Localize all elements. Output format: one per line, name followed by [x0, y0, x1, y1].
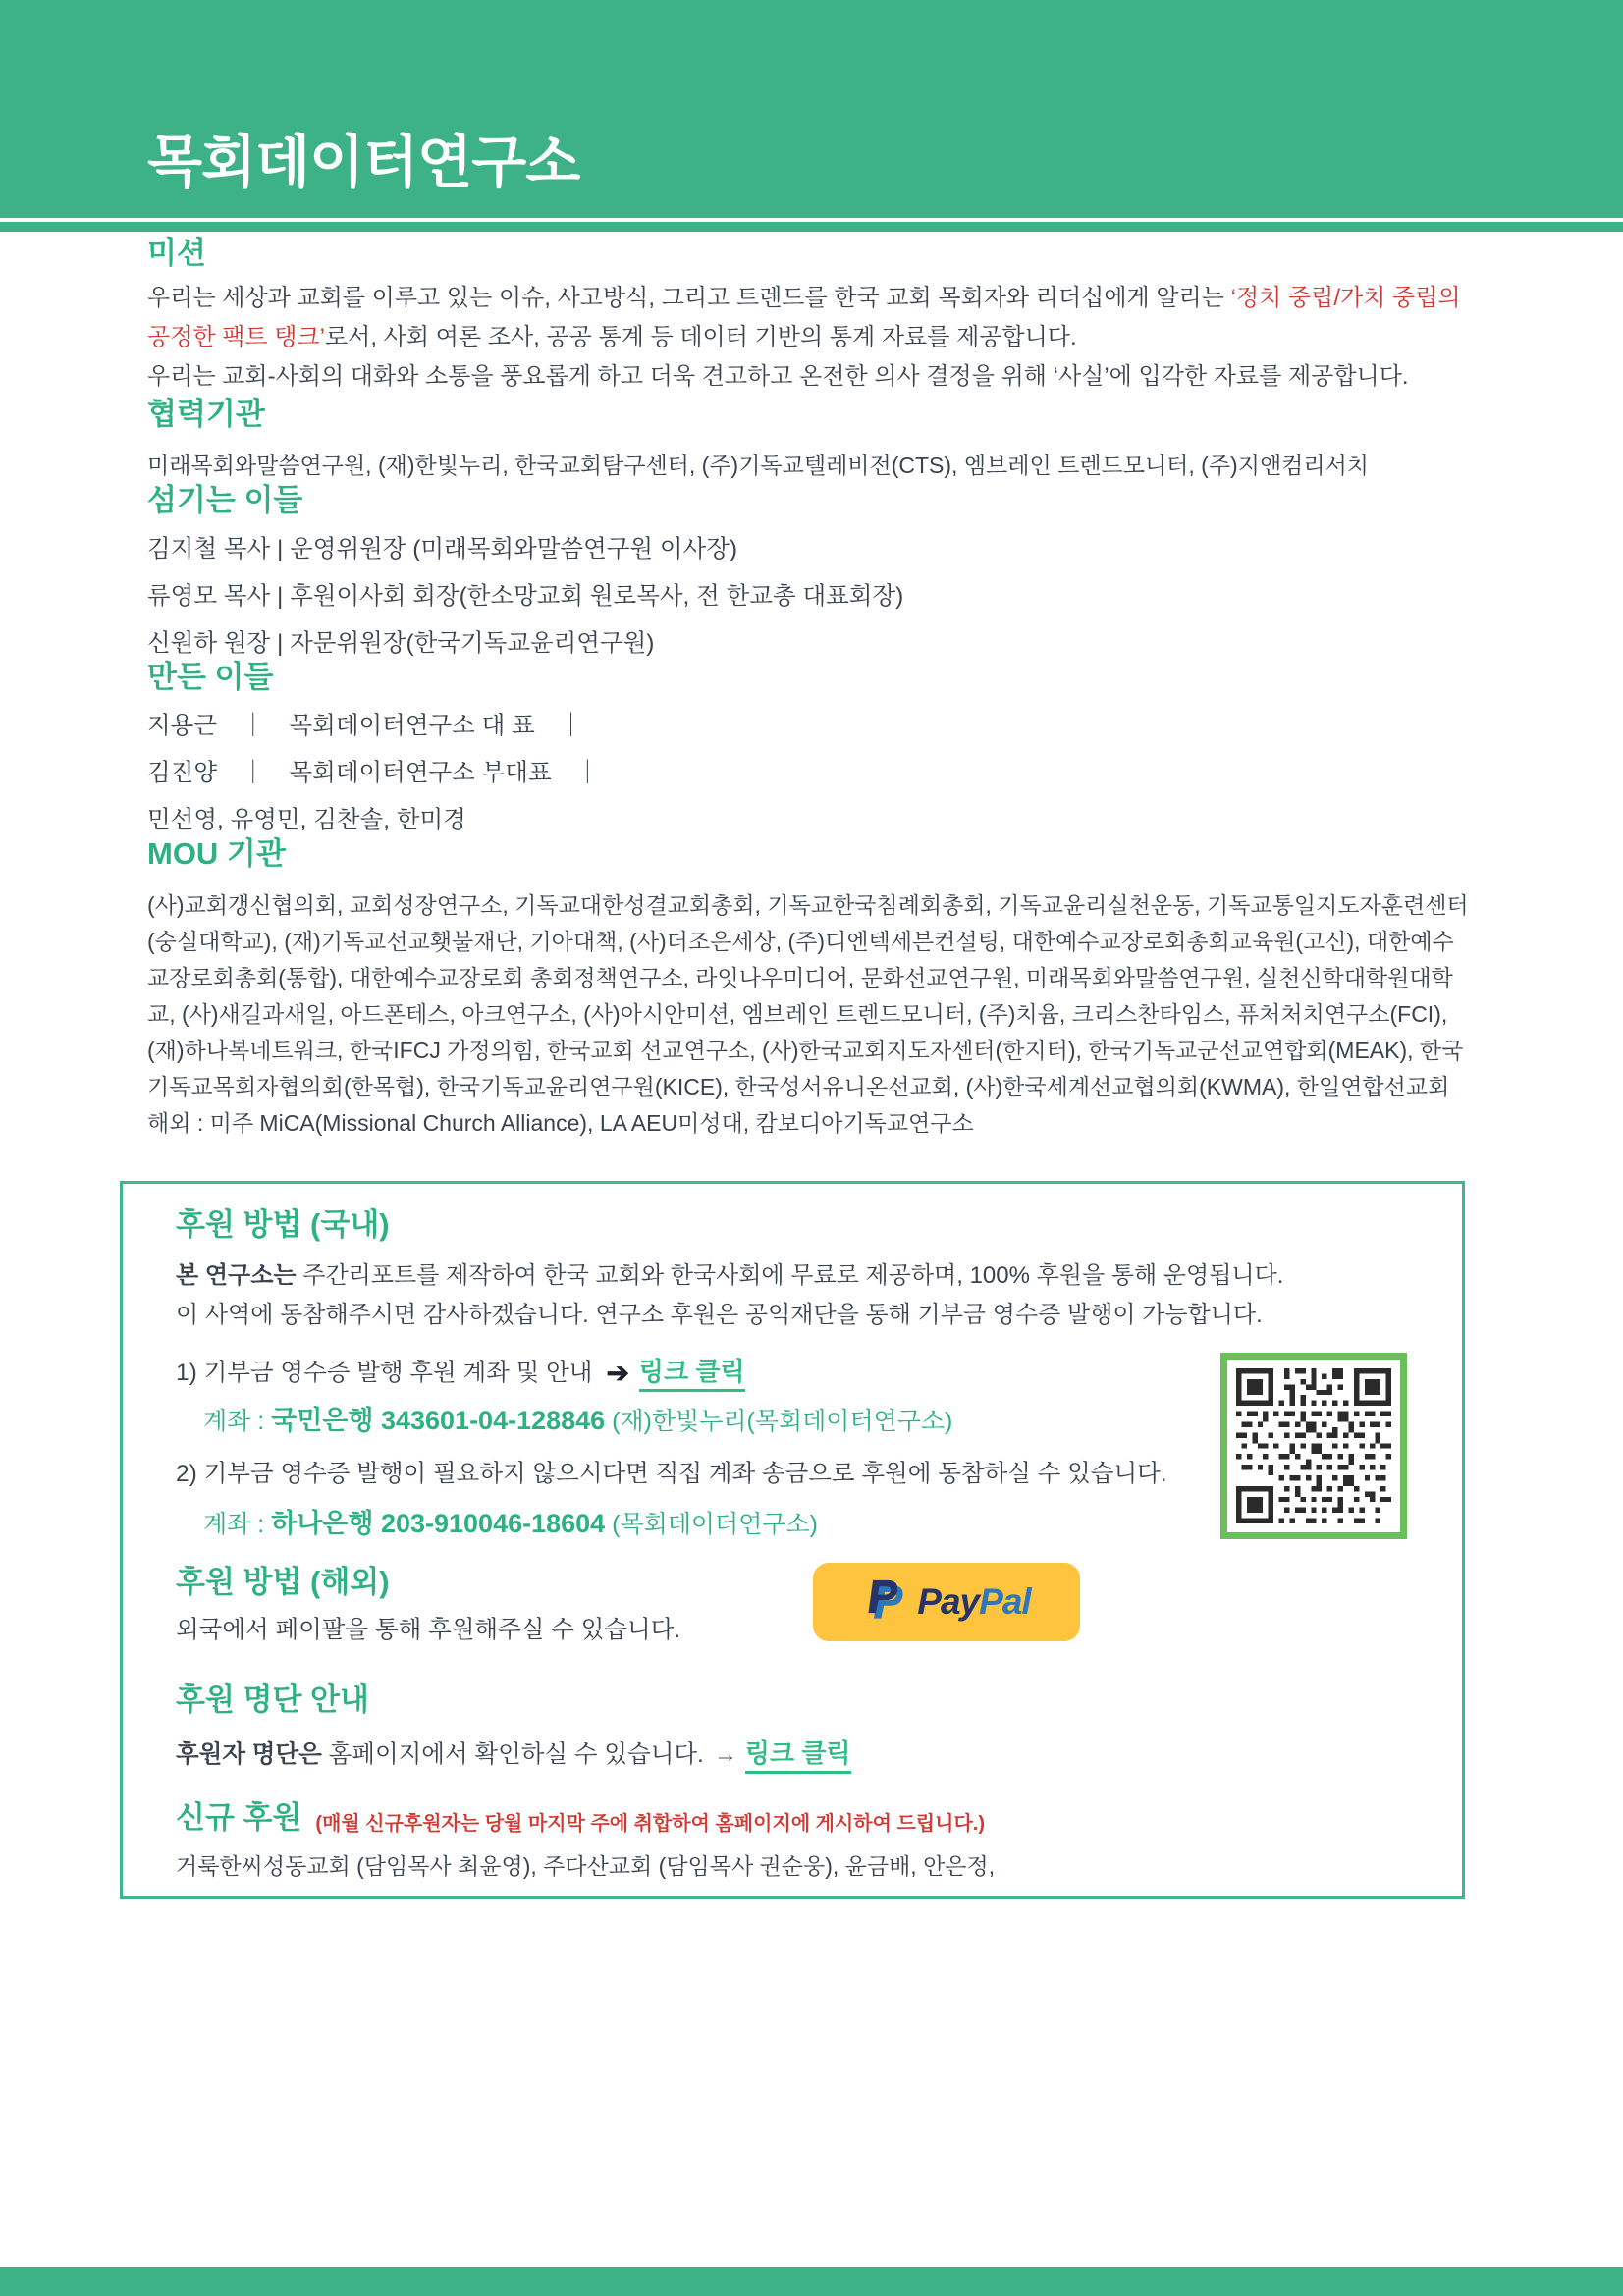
account1-prefix: 계좌 : [203, 1408, 272, 1435]
new-support-note: (매월 신규후원자는 당월 마지막 주에 취합하여 홈페이지에 게시하여 드립니다.) [315, 1812, 985, 1835]
section-heading-partners: 협력기관 [147, 397, 265, 431]
heading-domestic-support: 후원 방법 (국내) [176, 1207, 390, 1242]
paypal-button[interactable] [813, 1563, 1080, 1641]
account1-holder: (재)한빛누리(목회데이터연구소) [605, 1408, 953, 1435]
mou-overseas: 해외 : 미주 MiCA(Missional Church Alliance), LA AEU미성대, 캄보디아기독교연구소 [147, 1110, 974, 1136]
mission-paragraph-1 [147, 279, 1476, 357]
makers-row: 민선영, 유영민, 김찬솔, 한미경 [147, 807, 466, 833]
link-click-donor-list[interactable]: 링크 클릭 [745, 1738, 851, 1774]
paypal-logo-icon [862, 1575, 909, 1629]
arrow-right-icon: → [713, 1741, 737, 1768]
donor-bold: 후원자 명단은 [176, 1741, 322, 1768]
paypal-word-pal: Pal [979, 1581, 1031, 1622]
account1-number: 국민은행 343601-04-128846 [271, 1406, 606, 1435]
mission-paragraph-2: 우리는 교회-사회의 대화와 소통을 풍요롭게 하고 더욱 견고하고 온전한 의사 결정을 위해 ‘사실’에 입각한 자료를 제공합니다. [147, 363, 1409, 390]
heading-new-support: 신규 후원 [176, 1800, 302, 1835]
section-heading-mission: 미션 [147, 236, 206, 270]
donation-item-2: 2) 기부금 영수증 발행이 필요하지 않으시다면 직접 계좌 송금으로 후원에 동참하실 수 있습니다. [176, 1461, 1167, 1487]
partners-list: 미래목회와말씀연구원, (재)한빛누리, 한국교회탐구센터, (주)기독교텔레비전(CTS), 엠브레인 트렌드모니터, (주)지앤컴리서치 [147, 453, 1370, 478]
section-heading-makers: 만든 이들 [147, 660, 274, 694]
support-box [120, 1181, 1465, 1899]
makers-row: 지용근 ｜ 목회데이터연구소 대 표 ｜ [147, 713, 583, 739]
link-click-account-info[interactable]: 링크 클릭 [639, 1357, 745, 1392]
intro-rest: 주간리포트를 제작하여 한국 교회와 한국사회에 무료로 제공하며, 100% 후원을 통해 운영됩니다. [296, 1262, 1284, 1289]
new-supporter-names: 거룩한씨성동교회 (담임목사 최윤영), 주다산교회 (담임목사 권순웅), 윤금배, 안은정, [176, 1853, 996, 1879]
section-heading-serving: 섬기는 이들 [147, 483, 303, 517]
heading-overseas-support: 후원 방법 (해외) [176, 1565, 390, 1599]
donor-rest: 홈페이지에서 확인하실 수 있습니다. [321, 1741, 704, 1768]
mission-text-tail: 로서, 사회 여론 조사, 공공 통계 등 데이터 기반의 통계 자료를 제공합니다. [324, 324, 1077, 350]
paypal-word-pay: Pay [917, 1581, 980, 1622]
account2-number: 하나은행 203-910046-18604 [271, 1509, 606, 1538]
makers-row: 김진양 ｜ 목회데이터연구소 부대표 ｜ [147, 760, 600, 786]
mission-text-lead: 우리는 세상과 교회를 이루고 있는 이슈, 사고방식, 그리고 트렌드를 한국 교회 목회자와 리더십에게 알리는 [147, 285, 1231, 311]
serving-row: 김지철 목사 | 운영위원장 (미래목회와말씀연구원 이사장) [147, 536, 738, 562]
item1-text: 1) 기부금 영수증 발행 후원 계좌 및 안내 [176, 1360, 593, 1386]
serving-row: 신원하 원장 | 자문위원장(한국기독교윤리연구원) [147, 630, 655, 657]
section-heading-mou: MOU 기관 [147, 836, 286, 871]
account2-prefix: 계좌 : [203, 1511, 272, 1538]
qr-code-pattern [1236, 1368, 1391, 1523]
heading-donor-list: 후원 명단 안내 [176, 1682, 369, 1717]
account2-holder: (목회데이터연구소) [605, 1511, 818, 1538]
new-support-row [176, 1800, 1417, 1836]
header-banner [0, 0, 1623, 218]
arrow-right-icon: ➔ [606, 1358, 629, 1388]
mou-list: (사)교회갱신협의회, 교회성장연구소, 기독교대한성결교회총회, 기독교한국침례회총회, 기독교윤리실천운동, 기독교통일지도자훈련센터(숭실대학교), (재)기독교선교횃불재단, 기아대책, (사)더조은세상, (주)디엔텍세븐컨설팅, 대한예수교장로회총회교육원(고신), 대한예수교장로회총회(통합), 대한예수교장로회 총회정책연구소, 라잇나우미디어, 문화선교연구원, 미래목회와말씀연구원, 실천신학대학원대학교, (사)새길과새일, 아드폰테스, 아크연구소, (사)아시안미션, 엠브레인 트렌드모니터, (주)치윰, 크리스찬타임스, 퓨처처치연구소(FCI), (재)하나복네트워크, 한국IFCJ 가정의힘, 한국교회 선교연구소, (사)한국교회지도자센터(한지터), 한국기독교군선교연합회(MEAK), 한국기독교목회자협의회(한목협), 한국기독교윤리연구원(KICE), 한국성서유니온선교회, (사)한국세계선교협의회(KWMA), 한일연합선교회 [147, 892, 1469, 1099]
header-divider-line [0, 222, 1623, 232]
intro-bold: 본 연구소는 [176, 1262, 297, 1289]
paypal-wordmark [917, 1581, 1030, 1623]
footer-bar [0, 2267, 1623, 2296]
domestic-intro-line2: 이 사역에 동참해주시면 감사하겠습니다. 연구소 후원은 공익재단을 통해 기부금 영수증 발행이 가능합니다. [176, 1302, 1263, 1328]
page-content [147, 236, 1476, 1899]
page-title: 목회데이터연구소 [147, 131, 580, 194]
donor-list-line [176, 1734, 1417, 1775]
domestic-intro-line1 [176, 1256, 1417, 1296]
qr-code [1220, 1353, 1407, 1539]
mission-text-red: ‘정치 중립/가치 중립의 공정한 팩트 탱크’ [147, 285, 1461, 350]
serving-row: 류영모 목사 | 후원이사회 회장(한소망교회 원로목사, 전 한교총 대표회장) [147, 583, 904, 610]
overseas-text: 외국에서 페이팔을 통해 후원해주실 수 있습니다. [176, 1617, 681, 1643]
